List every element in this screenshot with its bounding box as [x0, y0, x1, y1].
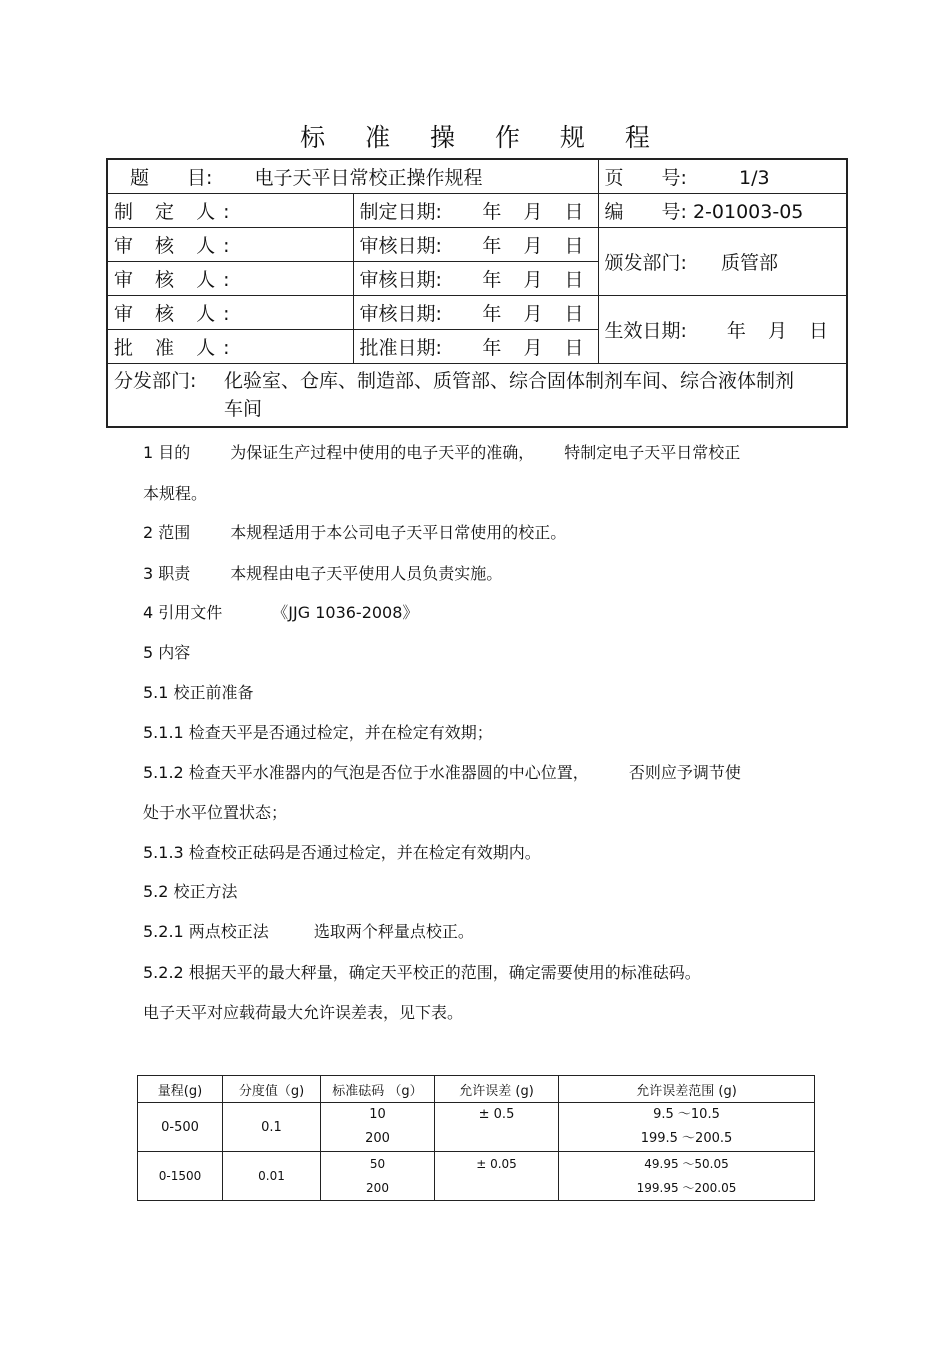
author-cell: [107, 194, 353, 228]
page-value: 1/3: [739, 167, 770, 189]
approver-date-cell: [353, 330, 598, 364]
error-value: ± 0.05: [476, 1157, 517, 1171]
subject-label: 题 目:: [130, 167, 213, 189]
weight-value: 50: [369, 1157, 386, 1171]
section-3: [143, 561, 502, 584]
author-label: 制 定 人:: [114, 201, 238, 223]
table-row: [138, 1152, 815, 1201]
header-weights: 标准砝码 （g）: [321, 1076, 435, 1103]
section-2: [143, 520, 566, 543]
table-header-row: [138, 1076, 815, 1103]
reviewer1-cell: [107, 228, 353, 262]
section-4-text: 《JJG 1036-2008》: [272, 603, 419, 622]
reviewer2-date-cell: [353, 262, 598, 296]
number-label: 编 号:: [604, 201, 687, 223]
section-5-1: 5.1 校正前准备: [143, 683, 254, 702]
tolerance-table: [137, 1075, 815, 1201]
cell-range: 0-1500: [138, 1152, 223, 1201]
error-range-value: 199.5 ～200.5: [640, 1131, 733, 1146]
reviewer2-date-value: 年 月 日: [482, 269, 592, 291]
error-range-value: 9.5 ～10.5: [653, 1107, 720, 1122]
page-label: 页 号:: [604, 167, 687, 189]
cell-error: [435, 1103, 559, 1152]
approver-label: 批 准 人:: [114, 337, 238, 359]
reviewer1-date-cell: [353, 228, 598, 262]
section-5-1-2: [143, 760, 741, 783]
reviewer1-date-value: 年 月 日: [482, 235, 592, 257]
section-5-2-1-text: 选取两个秤量点校正。: [313, 922, 474, 941]
header-table: [106, 158, 848, 428]
header-error-range: 允许误差范围 (g): [559, 1076, 815, 1103]
issuer-cell: [598, 228, 847, 296]
reviewer1-label: 审 核 人:: [114, 235, 238, 257]
distribution-label: 分发部门:: [114, 370, 197, 392]
section-3-number: 3 职责: [143, 564, 191, 583]
section-2-text: 本规程适用于本公司电子天平日常使用的校正。: [230, 523, 567, 542]
effective-label: 生效日期:: [604, 320, 687, 342]
section-4: [143, 600, 418, 623]
table-intro: 电子天平对应载荷最大允许误差表，见下表。: [143, 1003, 464, 1022]
table-row: [138, 1103, 815, 1152]
cell-error: [435, 1152, 559, 1201]
reviewer2-date-label: 审核日期:: [359, 269, 442, 291]
section-5-2: 5.2 校正方法: [143, 882, 238, 901]
reviewer1-date-label: 审核日期:: [359, 235, 442, 257]
reviewer3-label: 审 核 人:: [114, 303, 238, 325]
section-5-1-1: 5.1.1 检查天平是否通过检定，并在检定有效期；: [143, 723, 493, 742]
section-1-end: 本规程。: [143, 484, 208, 503]
header-error: 允许误差 (g): [435, 1076, 559, 1103]
page-cell: [598, 159, 847, 194]
distribution-cell: [107, 364, 847, 428]
reviewer2-cell: [107, 262, 353, 296]
effective-cell: [598, 296, 847, 364]
section-5-1-2-text-cont: 否则应予调节使: [628, 763, 741, 782]
approver-date-value: 年 月 日: [482, 337, 592, 359]
section-1: [143, 440, 740, 463]
error-range-value: 199.95 ～200.05: [636, 1181, 737, 1195]
cell-division: 0.1: [223, 1103, 321, 1152]
reviewer2-label: 审 核 人:: [114, 269, 238, 291]
author-date-cell: [353, 194, 598, 228]
section-4-number: 4 引用文件: [143, 603, 223, 622]
section-2-number: 2 范围: [143, 523, 191, 542]
issuer-label: 颁发部门:: [604, 252, 687, 274]
reviewer3-date-label: 审核日期:: [359, 303, 442, 325]
error-range-value: 49.95 ～50.05: [644, 1157, 729, 1171]
subject-value: 电子天平日常校正操作规程: [254, 167, 483, 189]
cell-weights: [321, 1152, 435, 1201]
section-5-2-1-label: 5.2.1 两点校正法: [143, 922, 269, 941]
approver-date-label: 批准日期:: [359, 337, 442, 359]
approver-cell: [107, 330, 353, 364]
issuer-value: 质管部: [721, 252, 779, 274]
section-5: 5 内容: [143, 643, 191, 662]
cell-weights: [321, 1103, 435, 1152]
section-1-number: 1 目的: [143, 443, 191, 462]
weight-value: 10: [369, 1107, 386, 1122]
header-range: 量程(g): [138, 1076, 223, 1103]
reviewer3-date-value: 年 月 日: [482, 303, 592, 325]
section-1-text: 为保证生产过程中使用的电子天平的准确，: [230, 443, 535, 462]
author-date-label: 制定日期:: [359, 201, 442, 223]
subject-cell: [107, 159, 598, 194]
author-date-value: 年 月 日: [482, 201, 592, 223]
section-5-1-3: 5.1.3 检查校正砝码是否通过检定，并在检定有效期内。: [143, 843, 541, 862]
document-title: 标 准 操 作 规 程: [300, 123, 666, 152]
cell-error-range: [559, 1103, 815, 1152]
weight-value: 200: [366, 1181, 389, 1195]
weight-value: 200: [365, 1131, 390, 1146]
section-1-text-cont: 特制定电子天平日常校正: [564, 443, 741, 462]
cell-range: 0-500: [138, 1103, 223, 1152]
reviewer3-date-cell: [353, 296, 598, 330]
number-value: 2-01003-05: [692, 201, 804, 223]
reviewer3-cell: [107, 296, 353, 330]
number-cell: [598, 194, 847, 228]
section-3-text: 本规程由电子天平使用人员负责实施。: [230, 564, 503, 583]
error-value: ± 0.5: [478, 1107, 515, 1122]
section-5-2-2: 5.2.2 根据天平的最大秤量，确定天平校正的范围，确定需要使用的标准砝码。: [143, 963, 701, 982]
cell-error-range: [559, 1152, 815, 1201]
header-division: 分度值（g): [223, 1076, 321, 1103]
section-5-2-1: [143, 919, 474, 942]
section-5-1-2-end: 处于水平位置状态；: [143, 803, 288, 822]
cell-division: 0.01: [223, 1152, 321, 1201]
effective-value: 年 月 日: [726, 320, 837, 342]
section-5-1-2-text: 5.1.2 检查天平水准器内的气泡是否位于水准器圆的中心位置，: [143, 763, 589, 782]
distribution-value: 化验室、仓库、制造部、质管部、综合固体制剂车间、综合液体制剂车间: [224, 370, 795, 420]
